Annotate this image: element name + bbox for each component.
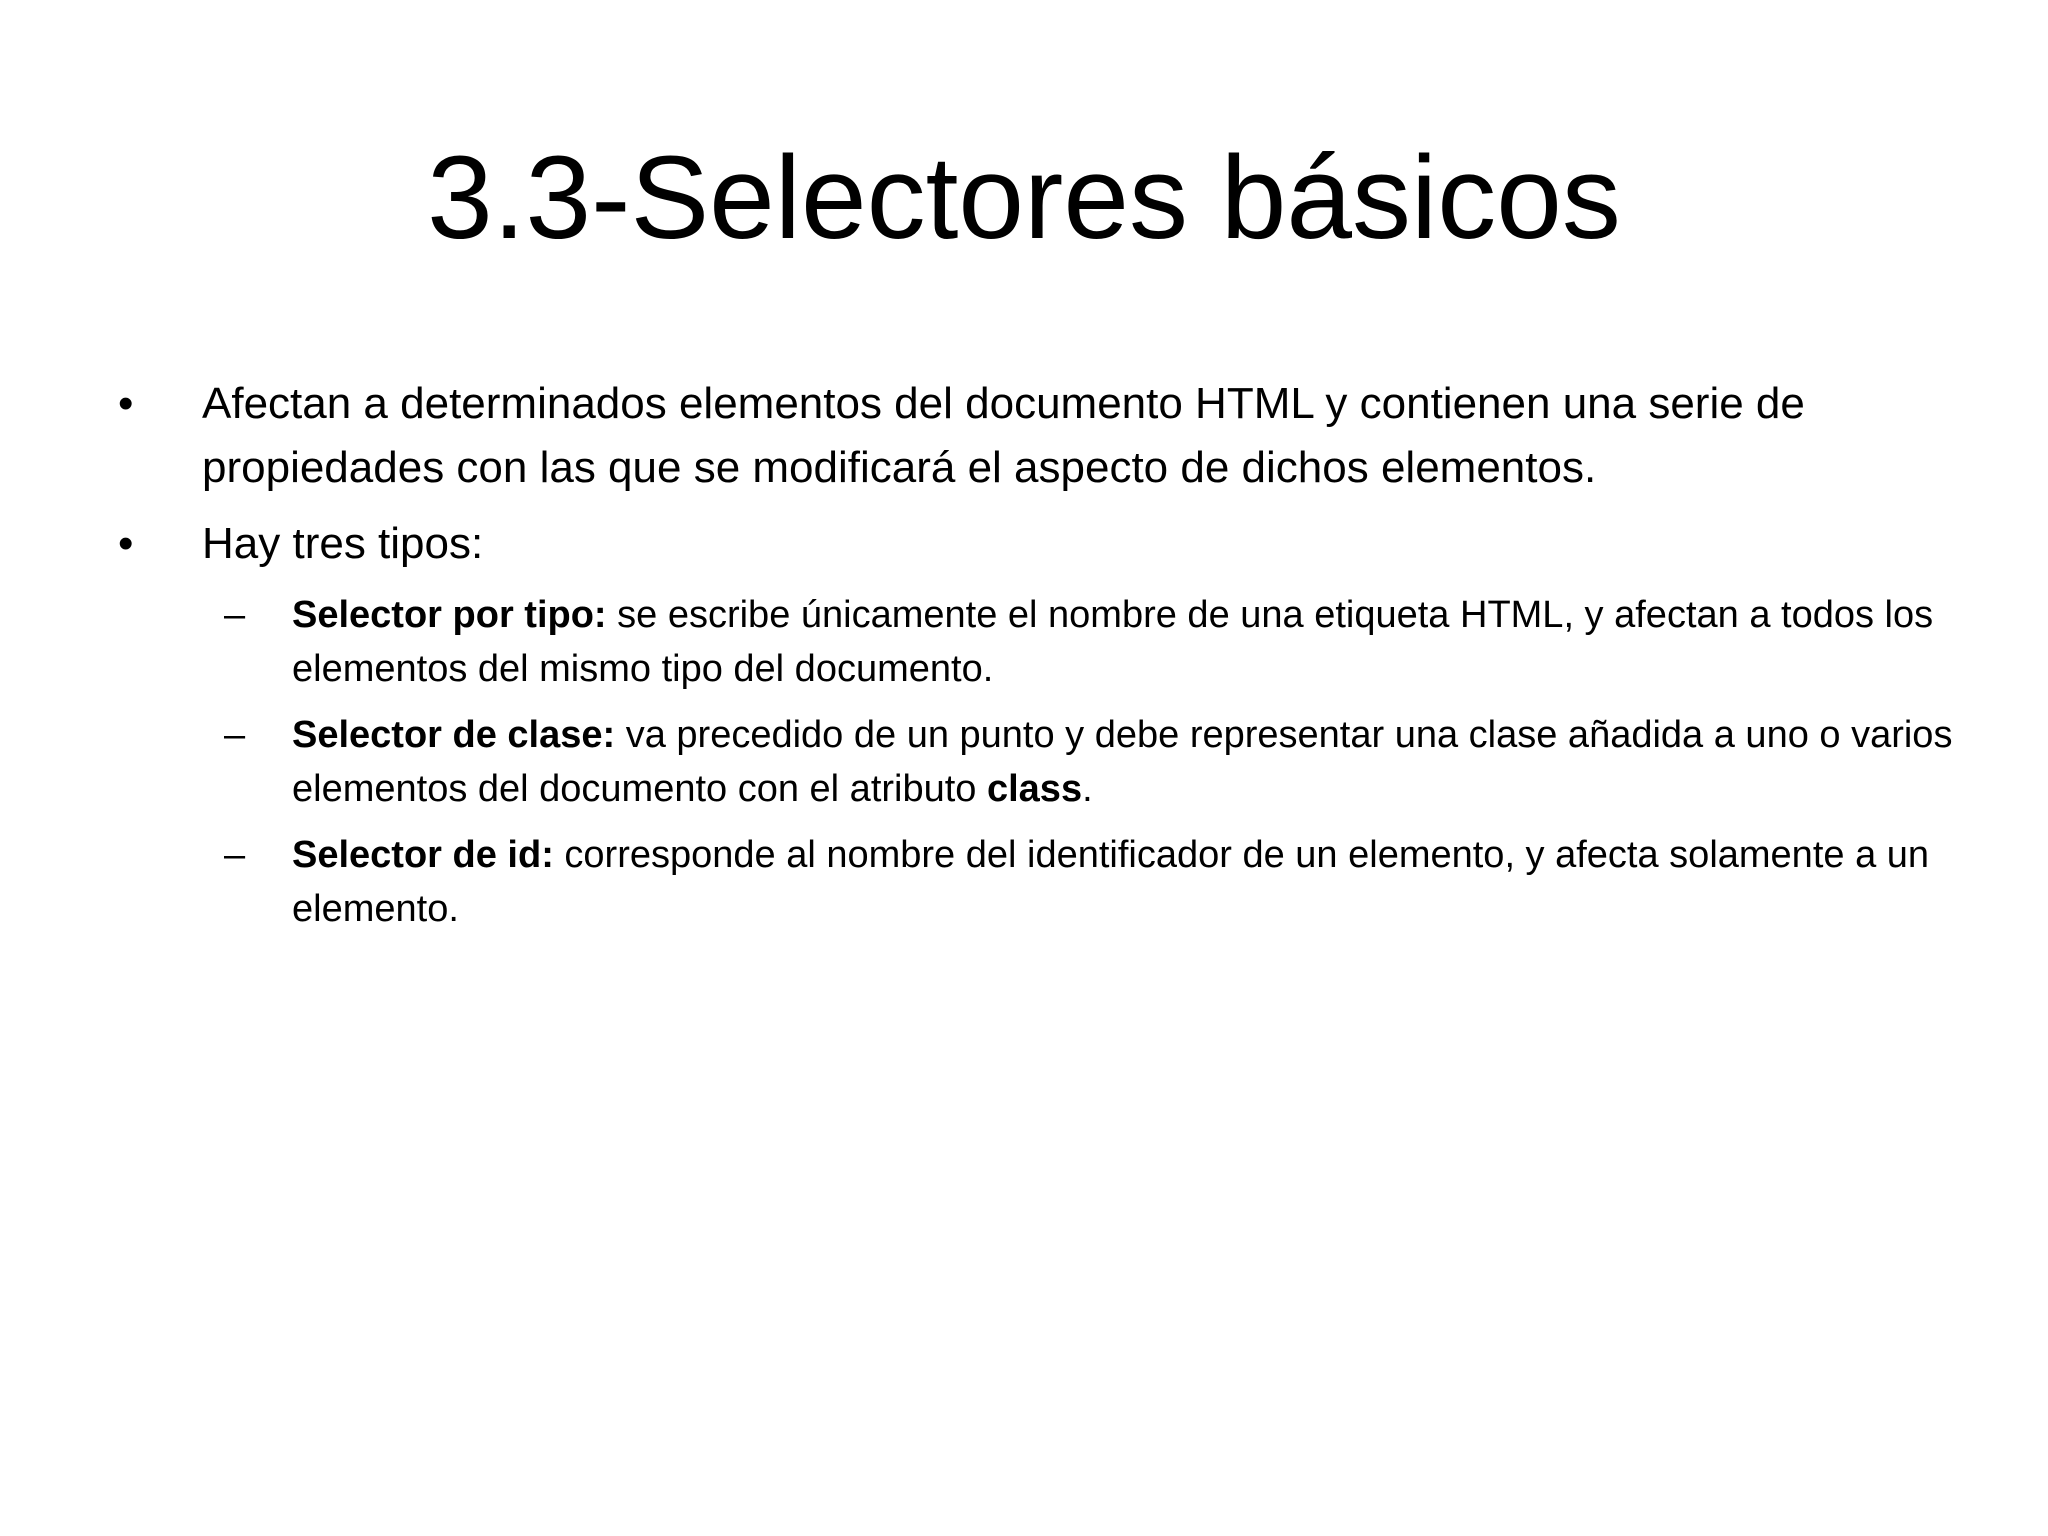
sub-bullet-item: [118, 828, 1958, 936]
sub-bullet-text-end: .: [1082, 768, 1093, 810]
bullet-text: Afectan a determinados elementos del documento HTML y contienen una serie de propiedades con las que se modificará el aspecto de dichos elementos.: [202, 379, 1805, 492]
bullet-marker: •: [118, 519, 134, 568]
sub-bullet-item: [118, 708, 1958, 816]
bullet-text: Hay tres tipos:: [202, 519, 484, 568]
sub-bullet-marker: –: [224, 594, 246, 636]
slide-content: [118, 372, 1958, 948]
sub-bullet-term: Selector de clase:: [292, 714, 616, 756]
bullet-marker: •: [118, 379, 134, 428]
slide-title: 3.3-Selectores básicos: [427, 132, 1621, 264]
sub-bullet-term: Selector de id:: [292, 834, 554, 876]
sub-bullet-term: Selector por tipo:: [292, 594, 607, 636]
sub-bullet-item: [118, 588, 1958, 696]
sub-bullet-marker: –: [224, 714, 246, 756]
bullet-item: [118, 372, 1958, 500]
sub-bullet-text: corresponde al nombre del identificador de un elemento, y afecta solamente a un elemento.: [292, 834, 1930, 930]
sub-bullet-text: va precedido de un punto y debe representar una clase añadida a uno o varios elementos del documento con el atributo: [292, 714, 1953, 810]
sub-bullet-text: se escribe únicamente el nombre de una etiqueta HTML, y afectan a todos los elementos del mismo tipo del documento.: [292, 594, 1934, 690]
bullet-item: [118, 512, 1958, 576]
sub-bullet-marker: –: [224, 834, 246, 876]
sub-bullet-keyword: class: [986, 768, 1083, 810]
